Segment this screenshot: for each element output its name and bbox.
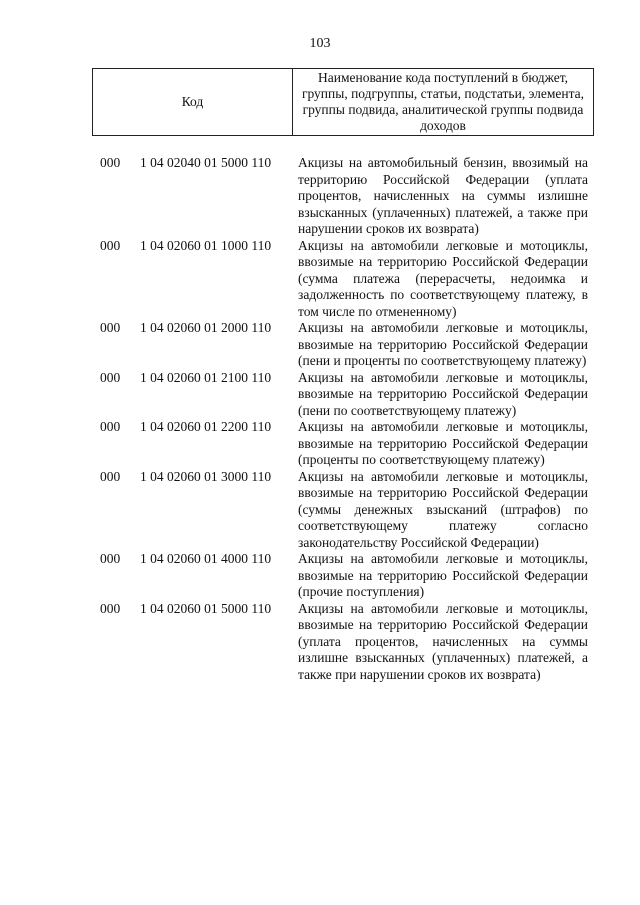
admin-code: 000 xyxy=(100,155,121,170)
revenue-code: 1 04 02060 01 1000 110 xyxy=(140,237,272,253)
revenue-code: 1 04 02060 01 2000 110 xyxy=(140,320,272,335)
revenue-code: 1 04 02060 01 4000 110 xyxy=(140,551,272,566)
codes-list xyxy=(100,155,600,683)
revenue-description: Акцизы на автомобили легковые и мотоциклы, ввозимые на территорию Российской Федерации (сумма платежа (перерасчеты, недоимка и задолженность по соответствующему платежу, в том числе по отмененному) xyxy=(298,237,588,319)
admin-code: 000 xyxy=(100,551,121,566)
table-row xyxy=(100,370,600,420)
revenue-code: 1 04 02060 01 5000 110 xyxy=(140,600,272,616)
table-row xyxy=(100,320,600,370)
admin-code: 000 xyxy=(100,468,121,484)
table-row xyxy=(100,238,600,321)
table-row xyxy=(100,601,600,684)
revenue-code: 1 04 02060 01 3000 110 xyxy=(140,468,272,484)
admin-code: 000 xyxy=(100,237,121,253)
table-row xyxy=(100,419,600,469)
revenue-description: Акцизы на автомобильный бензин, ввозимый на территорию Российской Федерации (уплата процентов, начисленных на суммы излишне взысканных (уплаченных) платежей, а также при нарушении сроков их возврата) xyxy=(298,155,588,236)
revenue-code: 1 04 02060 01 2200 110 xyxy=(140,419,272,434)
page-number: 103 xyxy=(309,36,331,51)
table-row xyxy=(100,469,600,552)
revenue-description: Акцизы на автомобили легковые и мотоциклы, ввозимые на территорию Российской Федерации (прочие поступления) xyxy=(298,551,588,599)
table-row xyxy=(100,155,600,238)
revenue-description: Акцизы на автомобили легковые и мотоциклы, ввозимые на территорию Российской Федерации (пени по соответствующему платежу) xyxy=(298,369,588,418)
header-code-label: Код xyxy=(93,69,293,135)
admin-code: 000 xyxy=(100,320,121,335)
revenue-description: Акцизы на автомобили легковые и мотоциклы, ввозимые на территорию Российской Федерации (уплата процентов, начисленных на суммы излишне взысканных (уплаченных) платежей, а также при нарушении сроков их возврата) xyxy=(298,600,588,682)
header-name-label: Наименование кода поступлений в бюджет, группы, подгруппы, статьи, подстатьи, элемента, группы подвида, аналитической группы подвида доходов xyxy=(301,70,585,133)
admin-code: 000 xyxy=(100,369,121,385)
admin-code: 000 xyxy=(100,419,121,434)
admin-code: 000 xyxy=(100,600,121,616)
table-row xyxy=(100,551,600,601)
revenue-code: 1 04 02040 01 5000 110 xyxy=(140,155,272,170)
revenue-description: Акцизы на автомобили легковые и мотоциклы, ввозимые на территорию Российской Федерации (суммы денежных взысканий (штрафов) по соответствующему платежу согласно законодательству Российской Федерации) xyxy=(298,468,588,550)
revenue-description: Акцизы на автомобили легковые и мотоциклы, ввозимые на территорию Российской Федерации (проценты по соответствующему платежу) xyxy=(298,419,588,467)
revenue-code: 1 04 02060 01 2100 110 xyxy=(140,369,272,385)
revenue-description: Акцизы на автомобили легковые и мотоциклы, ввозимые на территорию Российской Федерации (пени и проценты по соответствующему платежу) xyxy=(298,320,588,368)
table-header xyxy=(92,68,594,136)
